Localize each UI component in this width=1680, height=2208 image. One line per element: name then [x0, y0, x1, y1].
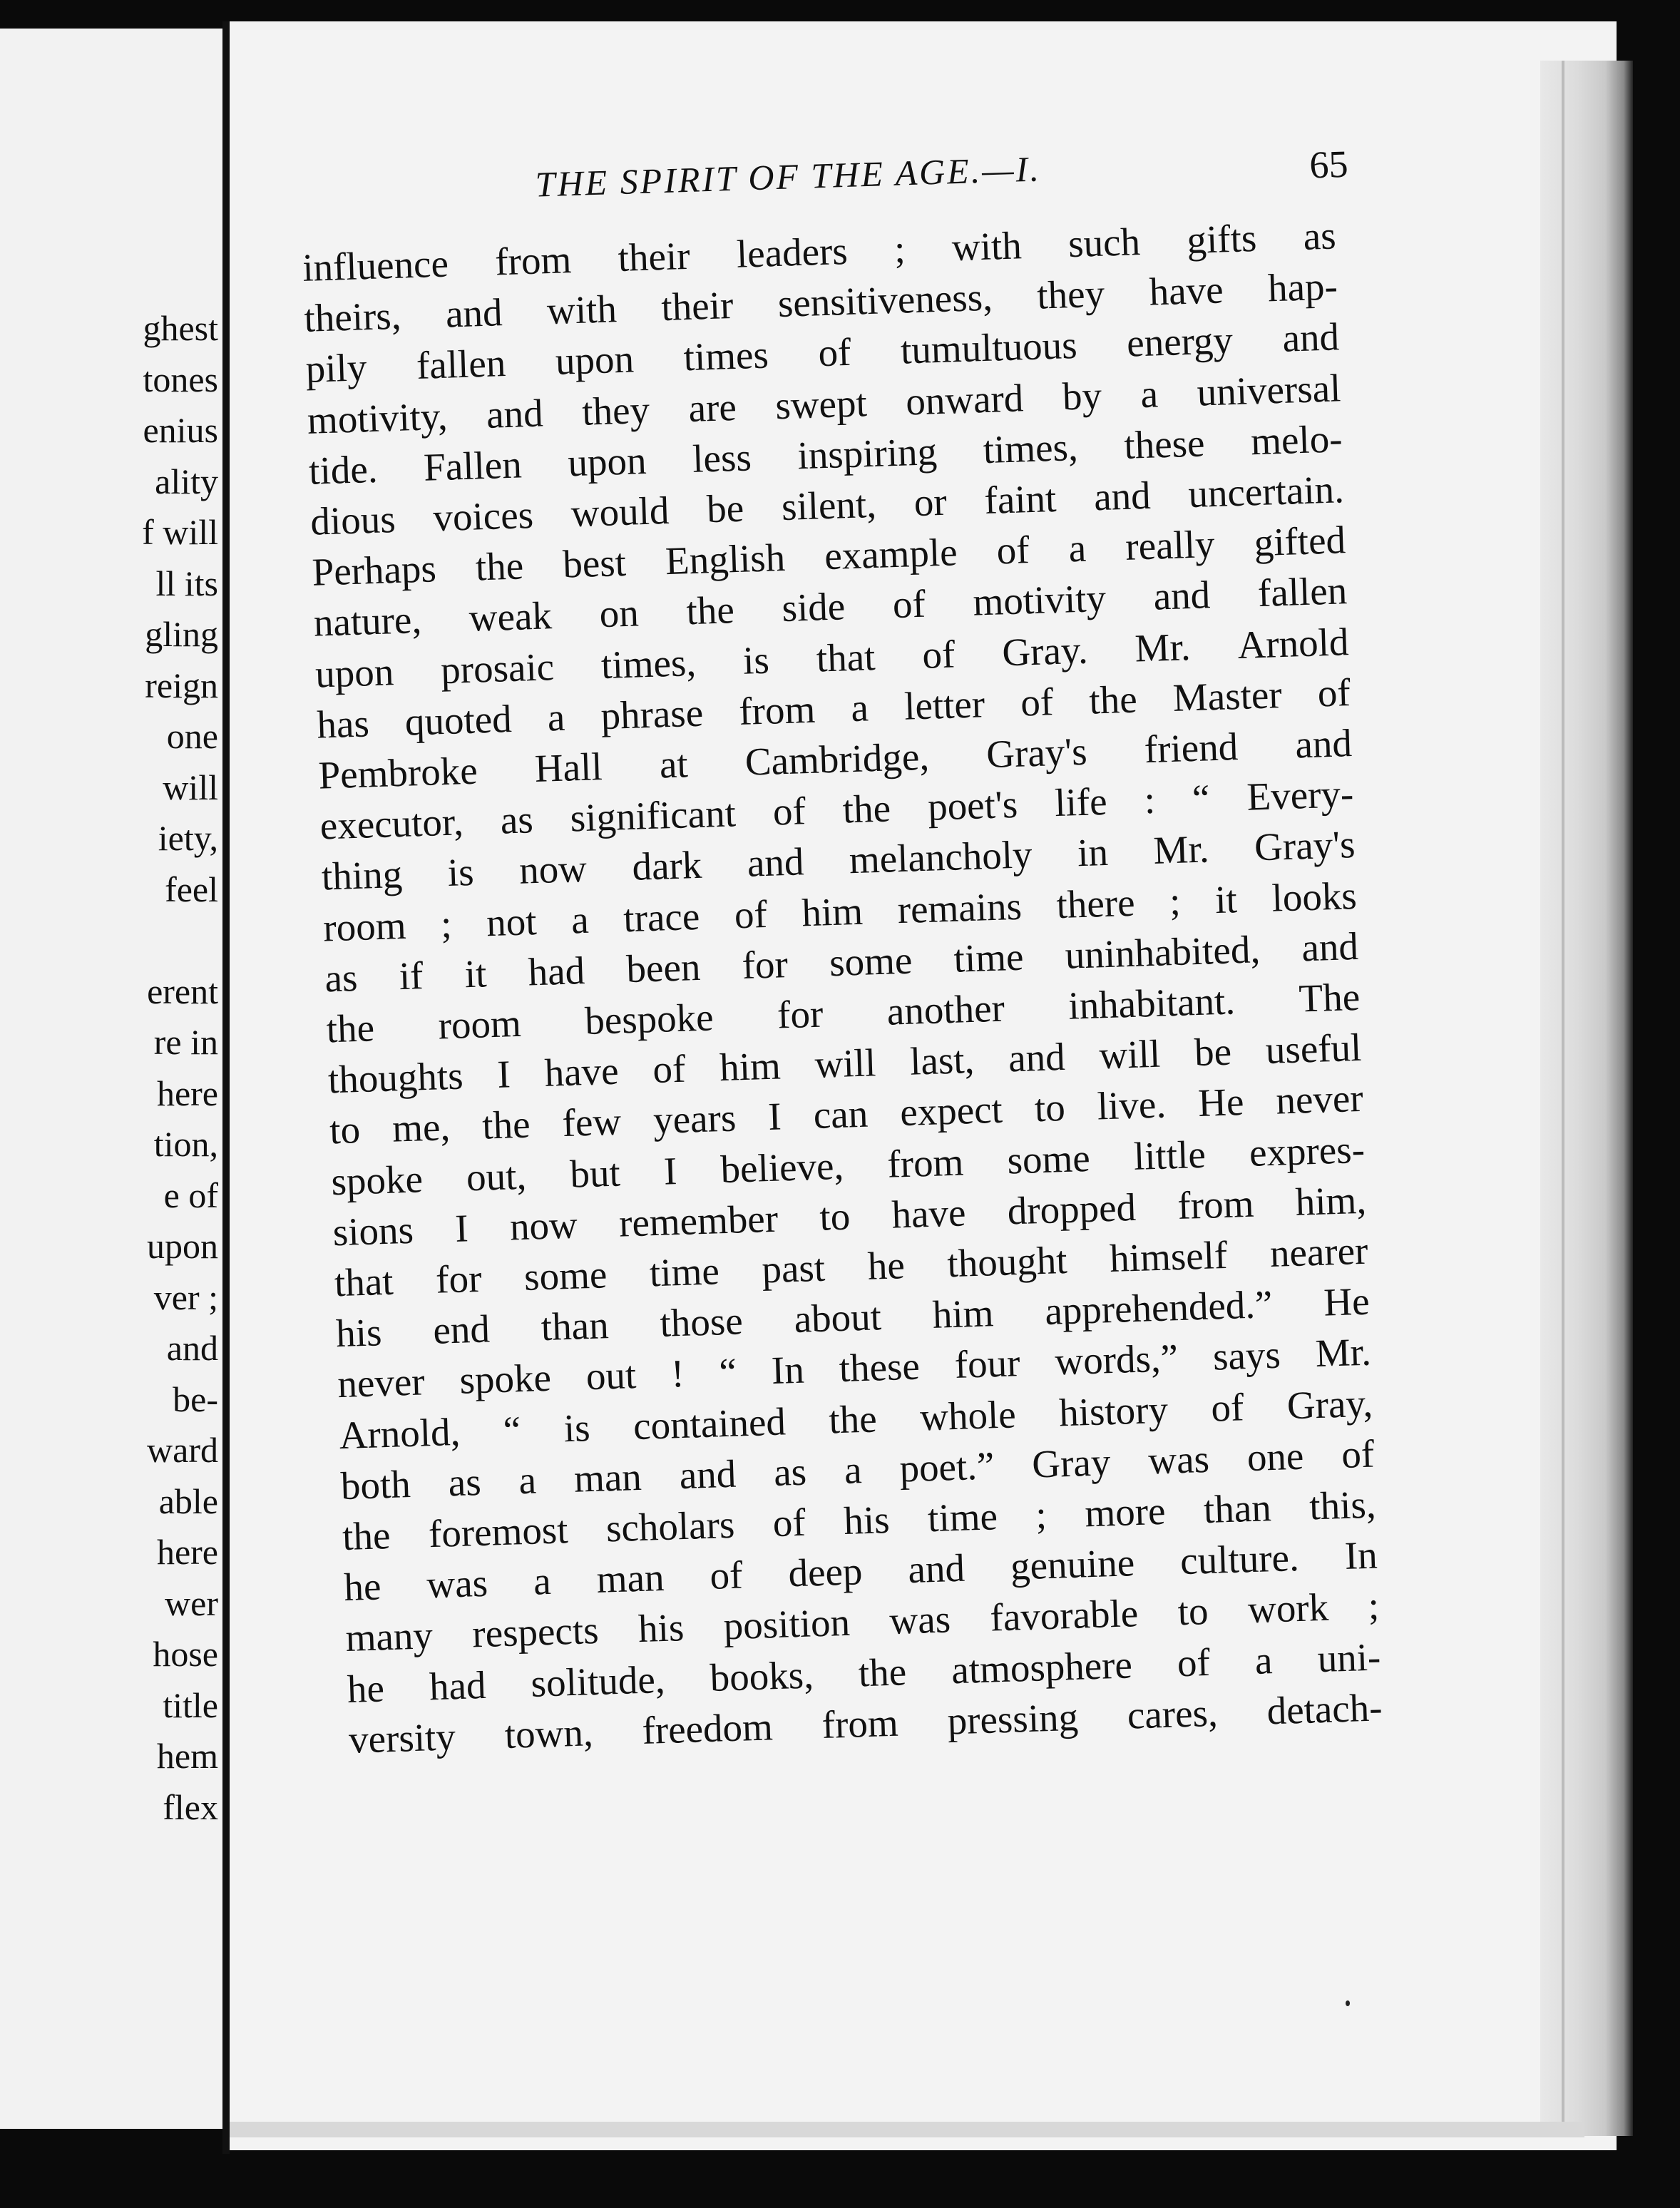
body-line: theirs, and with their sensitiveness, they have hap- — [303, 264, 1338, 341]
left-page-line: re in — [153, 1022, 218, 1062]
left-page-line: feel — [165, 869, 218, 909]
left-page-line: and — [166, 1328, 218, 1368]
left-page-line: ll its — [155, 563, 218, 603]
left-page-line: hem — [156, 1736, 218, 1776]
left-page — [0, 29, 227, 2129]
left-page-line: iety, — [158, 818, 218, 858]
left-page-line: ver ; — [153, 1277, 218, 1317]
body-line: that for some time past he thought himself nearer — [334, 1228, 1369, 1305]
left-page-line: here — [156, 1532, 218, 1572]
body-line: nature, weak on the side of motivity and fallen — [312, 568, 1348, 645]
body-line: never spoke out ! “ In these four words,” says Mr. — [337, 1330, 1372, 1406]
body-line: many respects his position was favorable to work ; — [344, 1583, 1380, 1660]
page-bottom-edge — [230, 2122, 1584, 2137]
page-content — [299, 138, 1383, 1765]
page-number: 65 — [1308, 142, 1349, 187]
running-head-title: THE SPIRIT OF THE AGE.—I. — [534, 148, 1042, 205]
body-line: thing is now dark and melancholy in Mr. Gray's — [321, 822, 1356, 899]
left-page-line: title — [163, 1685, 218, 1725]
left-page-line: able — [158, 1481, 218, 1521]
page-edges — [1540, 61, 1633, 2136]
body-line: he had solitude, books, the atmosphere of a uni- — [346, 1635, 1382, 1711]
body-line: has quoted a phrase from a letter of the Master of — [316, 670, 1351, 747]
left-page-line: e of — [163, 1175, 218, 1215]
body-line: influence from their leaders ; with such gifts as — [302, 213, 1337, 290]
body-line: as if it had been for some time uninhabited, and — [324, 924, 1359, 1001]
body-line: Arnold, “ is contained the whole history of Gray, — [338, 1381, 1373, 1457]
body-line: thoughts I have of him will last, and will be useful — [327, 1026, 1363, 1102]
left-page-line: one — [166, 716, 218, 756]
dust-speck — [1346, 2000, 1350, 2006]
left-page-line: hose — [153, 1634, 218, 1674]
body-text — [302, 210, 1383, 1765]
body-line: tide. Fallen upon less inspiring times, these melo- — [308, 416, 1343, 493]
body-line: both as a man and as a poet.” Gray was one of — [339, 1431, 1376, 1508]
left-page-line: enius — [143, 410, 218, 450]
left-page-line: be- — [173, 1379, 218, 1419]
left-page-line: erent — [147, 971, 218, 1011]
left-page-text — [4, 303, 218, 1833]
body-line: executor, as significant of the poet's life : “ Every- — [319, 772, 1355, 848]
body-line: motivity, and they are swept onward by a universal — [307, 365, 1342, 442]
left-page-line: tion, — [153, 1124, 218, 1164]
left-page-line: reign — [145, 665, 218, 705]
left-page-line: gling — [145, 614, 218, 654]
left-page-line — [4, 915, 218, 966]
left-page-line: flex — [163, 1787, 218, 1827]
left-page-line: ality — [155, 461, 218, 501]
body-line: room ; not a trace of him remains there ; it looks — [322, 873, 1358, 950]
body-line: the room bespoke for another inhabitant. The — [325, 974, 1361, 1051]
left-page-line: f will — [142, 512, 218, 552]
body-line: Perhaps the best English example of a really gifted — [311, 518, 1346, 594]
body-line: he was a man of deep and genuine culture. In — [343, 1533, 1378, 1610]
left-page-line: will — [163, 767, 218, 807]
body-line: versity town, freedom from pressing cares, detach- — [348, 1685, 1383, 1762]
body-line: spoke out, but I believe, from some little expres- — [330, 1127, 1366, 1203]
body-line: sions I now remember to have dropped from him, — [332, 1177, 1367, 1254]
left-page-line: ward — [147, 1430, 218, 1470]
left-page-line: ghest — [143, 308, 218, 348]
body-line: pily fallen upon times of tumultuous energy and — [304, 315, 1340, 392]
body-line: to me, the few years I can expect to live. He never — [329, 1076, 1364, 1152]
book-gutter — [222, 21, 230, 2154]
left-page-line: upon — [147, 1226, 218, 1266]
left-page-line: wer — [165, 1583, 218, 1623]
body-line: dious voices would be silent, or faint and uncertain. — [309, 467, 1345, 543]
body-line: Pembroke Hall at Cambridge, Gray's friend and — [317, 721, 1353, 797]
left-page-line: tones — [143, 359, 218, 399]
body-line: upon prosaic times, is that of Gray. Mr. Arnold — [314, 619, 1350, 696]
body-line: the foremost scholars of his time ; more than this, — [342, 1482, 1377, 1559]
left-page-line: here — [156, 1073, 218, 1113]
body-line: his end than those about him apprehended.” He — [335, 1279, 1371, 1356]
